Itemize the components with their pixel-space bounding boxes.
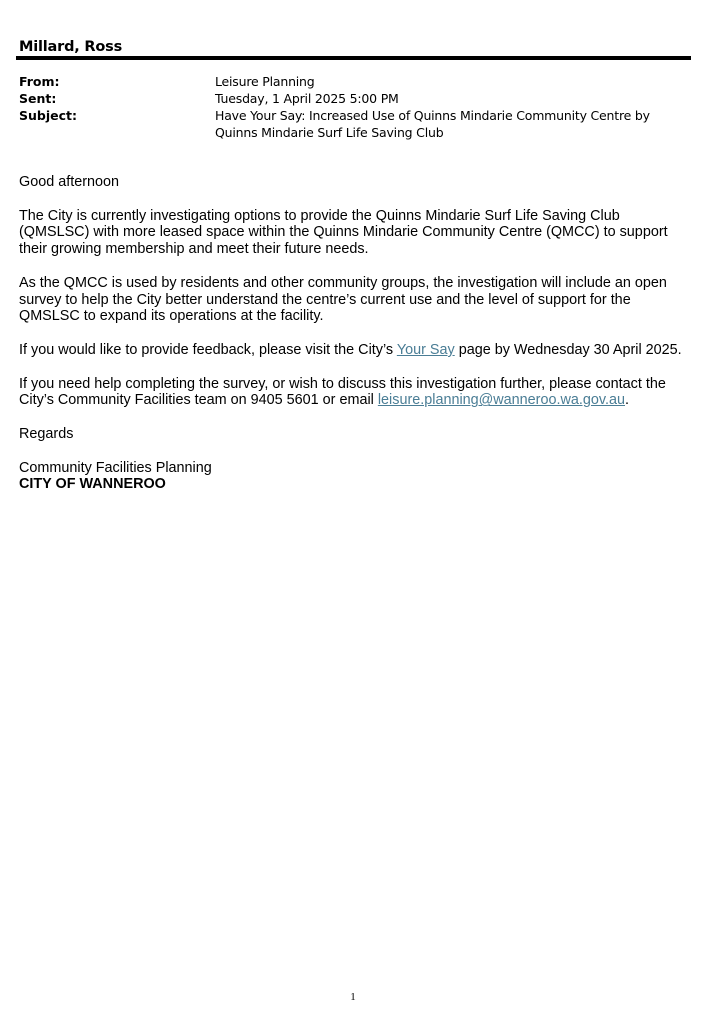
signature-block	[19, 460, 691, 494]
email-body	[19, 174, 691, 493]
email-address-link[interactable]: leisure.planning@wanneroo.wa.gov.au	[377, 392, 626, 409]
body-paragraph-2: As the QMCC is used by residents and other community groups, the investigation will include an open survey to help the City better understand the centre’s current use and the level of support for the QMSLSC to expand its operations at the facility.	[19, 274, 667, 325]
signature-organisation: CITY OF WANNEROO	[19, 476, 166, 493]
greeting: Good afternoon	[19, 174, 120, 190]
sent-row	[19, 90, 689, 107]
from-label: From:	[19, 74, 60, 89]
from-value: Leisure Planning	[215, 74, 315, 89]
paragraph-4-text-after: .	[625, 392, 630, 409]
from-row	[19, 73, 689, 90]
subject-value: Have Your Say: Increased Use of Quinns Mindarie Community Centre by Quinns Mindarie Surf Life Saving Club	[215, 108, 650, 140]
body-paragraph-1: The City is currently investigating options to provide the Quinns Mindarie Surf Life Saving Club (QMSLSC) with more leased space within the Quinns Mindarie Community Centre (QMCC) to support their growing membership and meet their future needs.	[19, 207, 668, 258]
page-number: 1	[350, 991, 356, 1003]
your-say-link[interactable]: Your Say	[396, 341, 455, 358]
subject-label: Subject:	[19, 108, 77, 123]
body-paragraph-4	[19, 376, 691, 410]
paragraph-4-text-before: If you need help completing the survey, or wish to discuss this investigation further, please contact the City’s Community Facilities team on 9405 5601 or email	[19, 375, 666, 409]
header-divider	[16, 56, 691, 60]
body-paragraph-3	[19, 342, 691, 359]
sent-label: Sent:	[19, 91, 57, 106]
subject-row	[19, 107, 689, 141]
sent-value: Tuesday, 1 April 2025 5:00 PM	[215, 91, 399, 106]
email-header-block	[19, 73, 689, 141]
paragraph-3-text-before: If you would like to provide feedback, please visit the City’s	[19, 341, 397, 358]
signature-team: Community Facilities Planning	[19, 459, 212, 476]
paragraph-3-text-after: page by Wednesday 30 April 2025.	[454, 341, 682, 358]
recipient-name: Millard, Ross	[19, 39, 122, 55]
closing: Regards	[19, 425, 74, 442]
